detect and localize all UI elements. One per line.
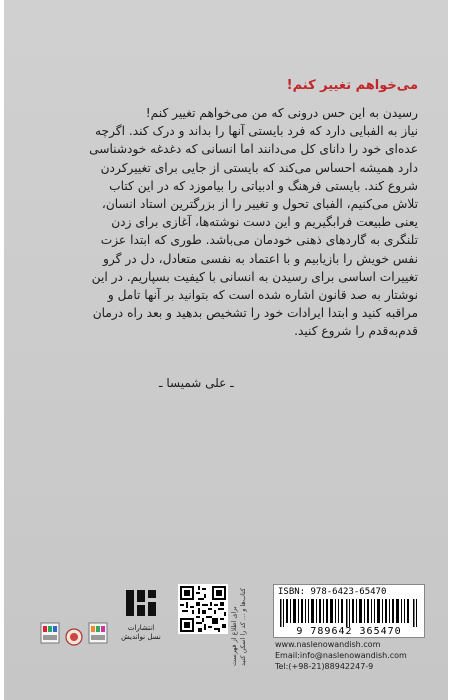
email-text: Email:info@naslenowandish.com xyxy=(275,651,407,660)
blurb-line: شروع کند. بایستی فرهنگ و ادبیاتی را بیاموزد که در این کتاب xyxy=(109,178,418,193)
blurb-line: نفس خویش را بازیابیم و با اعتماد به نفسی متعادل، دل در گرو xyxy=(103,251,418,266)
cover-title: می‌خواهم تغییر کنم! xyxy=(286,78,418,93)
website-link: www.naslenowandish.com xyxy=(275,640,381,649)
award-badges xyxy=(40,618,110,658)
isbn-barcode xyxy=(273,584,425,638)
blurb-line: قدم‌به‌قدم را شروع کنید. xyxy=(294,324,418,339)
blurb-line: دارد همیشه احساس می‌کند که بایستی از جایی برای تغییرکردن xyxy=(100,160,418,175)
author-signature: ـ علی شمیسا ـ xyxy=(159,376,234,390)
contact-info xyxy=(275,639,407,672)
phone-text: Tel:(+98-21)88942247-9 xyxy=(275,662,374,671)
publisher-name-line2: نسل نواندیش xyxy=(121,633,161,641)
barcode-number: 9 789642 365470 xyxy=(296,626,402,637)
publisher-logo-icon xyxy=(124,586,158,620)
blurb-line: تغییرات اساسی برای رسیدن به انسانی با کیفیت بسپاریم. در این xyxy=(91,269,418,284)
blurb-line: نیاز به الفبایی دارد که فرد بایستی آنها را بداند و درک کند. اگرچه xyxy=(95,124,418,139)
qr-code xyxy=(178,584,228,634)
book-back-cover xyxy=(4,0,448,700)
award-badge-icon xyxy=(40,622,60,644)
blurb-line: یعنی طبیعت فرابگیریم و این دست نوشته‌ها، آغازی برای زدن xyxy=(111,215,418,230)
award-badge-icon xyxy=(88,622,108,644)
publisher-logo xyxy=(118,586,164,642)
blurb-line: نوشتار به صد قانون اشاره شده است که بتوانید بر آنها تامل و xyxy=(107,288,418,303)
seal-icon xyxy=(64,626,84,648)
scan-note: برای اطلاع از فهرست کتاب‌ها و ... کد را اسکن کنید xyxy=(230,588,247,666)
blurb-line: مراقبه کنید و ابتدا ایرادات خود را تشخیص بدهید و بعد راه درمان xyxy=(92,306,418,321)
publisher-name-line1: انتشارات xyxy=(127,624,155,632)
blurb-line: تلاش می‌کنیم، الفبای تحول و تغییر را از بزرگترین استاد انسان، xyxy=(101,197,418,212)
blurb-line: تلنگری به گاردهای ذهنی خودمان می‌باشد. طوری که ابتدا عزت xyxy=(100,233,418,248)
blurb-line: رسیدن به این حس درونی که من می‌خواهم تغییر کنم! xyxy=(145,106,418,120)
blurb-line: عده‌ای خود را دانای کل می‌دانند اما انسانی که دغدغه خودشناسی xyxy=(89,142,418,157)
isbn-label: ISBN: 978-6423-65470 xyxy=(278,587,387,597)
blurb-paragraph xyxy=(38,104,418,341)
barcode-bars xyxy=(280,599,418,627)
publisher-footer xyxy=(40,582,440,682)
